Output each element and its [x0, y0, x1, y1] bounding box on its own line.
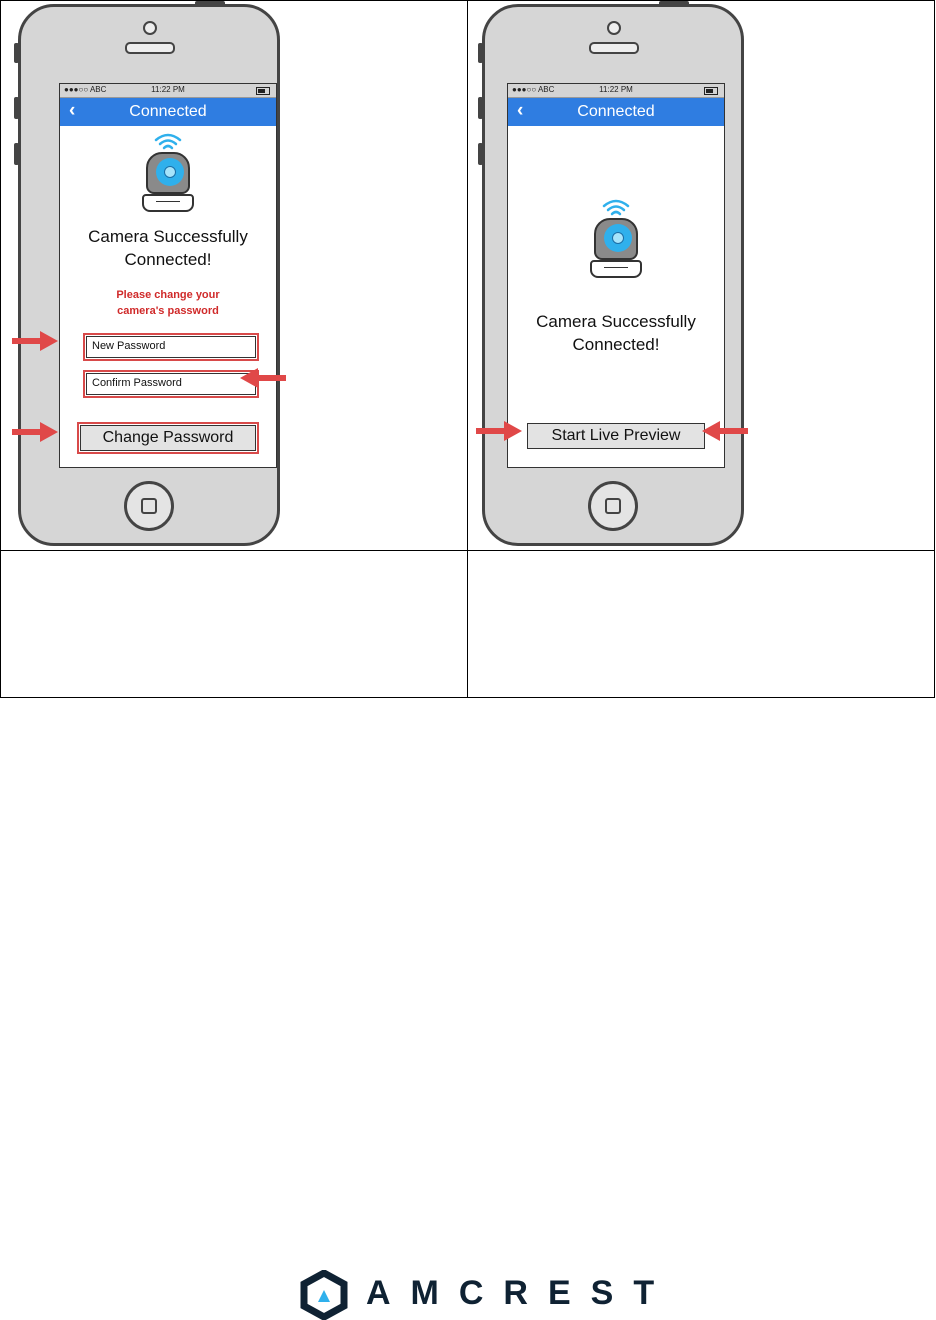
- phone-mockup-live-preview: [482, 4, 744, 546]
- success-message-line1: Camera Successfully: [88, 227, 248, 246]
- success-message: [60, 225, 276, 271]
- volume-up-button: [478, 97, 483, 119]
- back-chevron-icon[interactable]: ‹: [517, 100, 524, 121]
- camera-head: [146, 152, 190, 194]
- password-warning-line2: camera's password: [117, 305, 219, 317]
- earpiece-speaker: [125, 42, 175, 54]
- status-bar: [508, 84, 724, 98]
- front-camera: [143, 21, 157, 35]
- power-button: [659, 1, 689, 6]
- volume-down-button: [14, 143, 19, 165]
- earpiece-speaker: [589, 42, 639, 54]
- confirm-password-field[interactable]: Confirm Password: [86, 373, 256, 395]
- battery-icon: [704, 87, 718, 95]
- table-divider-vertical: [467, 0, 468, 698]
- success-message-line2: Connected!: [572, 335, 660, 354]
- nav-bar: [60, 98, 276, 126]
- camera-base: [590, 260, 642, 278]
- camera-illustration: [140, 132, 196, 218]
- home-square-icon: [605, 498, 621, 514]
- phone-screen: [507, 83, 725, 468]
- camera-head: [594, 218, 638, 260]
- success-message-line1: Camera Successfully: [536, 312, 696, 331]
- table-divider-horizontal: [0, 550, 935, 551]
- arrow-left-icon: [240, 367, 286, 389]
- password-warning-line1: Please change your: [116, 289, 220, 301]
- home-button[interactable]: [124, 481, 174, 531]
- power-button: [195, 1, 225, 6]
- wifi-signal-icon: [588, 198, 644, 218]
- new-password-field[interactable]: New Password: [86, 336, 256, 358]
- arrow-right-icon: [12, 421, 58, 443]
- volume-up-button: [14, 97, 19, 119]
- volume-down-button: [478, 143, 483, 165]
- amcrest-logo: [300, 1268, 675, 1320]
- mute-switch: [14, 43, 19, 63]
- phone-mockup-change-password: [18, 4, 280, 546]
- nav-title: Connected: [129, 103, 207, 120]
- front-camera: [607, 21, 621, 35]
- arrow-right-icon: [12, 330, 58, 352]
- back-chevron-icon[interactable]: ‹: [69, 100, 76, 121]
- success-message-line2: Connected!: [124, 250, 212, 269]
- status-time: 11:22 PM: [151, 85, 185, 94]
- phone-screen: [59, 83, 277, 468]
- camera-lens-icon: [164, 166, 176, 178]
- home-square-icon: [141, 498, 157, 514]
- start-live-preview-button[interactable]: Start Live Preview: [527, 423, 705, 449]
- mute-switch: [478, 43, 483, 63]
- camera-base: [142, 194, 194, 212]
- camera-lens-icon: [612, 232, 624, 244]
- status-bar: [60, 84, 276, 98]
- success-message: [508, 310, 724, 356]
- nav-bar: [508, 98, 724, 126]
- battery-icon: [256, 87, 270, 95]
- camera-ring: [156, 158, 184, 186]
- change-password-button[interactable]: Change Password: [80, 425, 256, 451]
- wifi-signal-icon: [140, 132, 196, 152]
- nav-title: Connected: [577, 103, 655, 120]
- home-button[interactable]: [588, 481, 638, 531]
- arrow-left-icon: [702, 420, 748, 442]
- camera-ring: [604, 224, 632, 252]
- amcrest-hexagon-icon: [300, 1270, 348, 1320]
- status-time: 11:22 PM: [599, 85, 633, 94]
- camera-illustration: [588, 198, 644, 284]
- arrow-right-icon: [476, 420, 522, 442]
- amcrest-logo-text: AMCREST: [366, 1274, 675, 1312]
- password-warning: [60, 287, 276, 319]
- carrier-signal: ●●●○○ ABC: [64, 85, 107, 94]
- carrier-signal: ●●●○○ ABC: [512, 85, 555, 94]
